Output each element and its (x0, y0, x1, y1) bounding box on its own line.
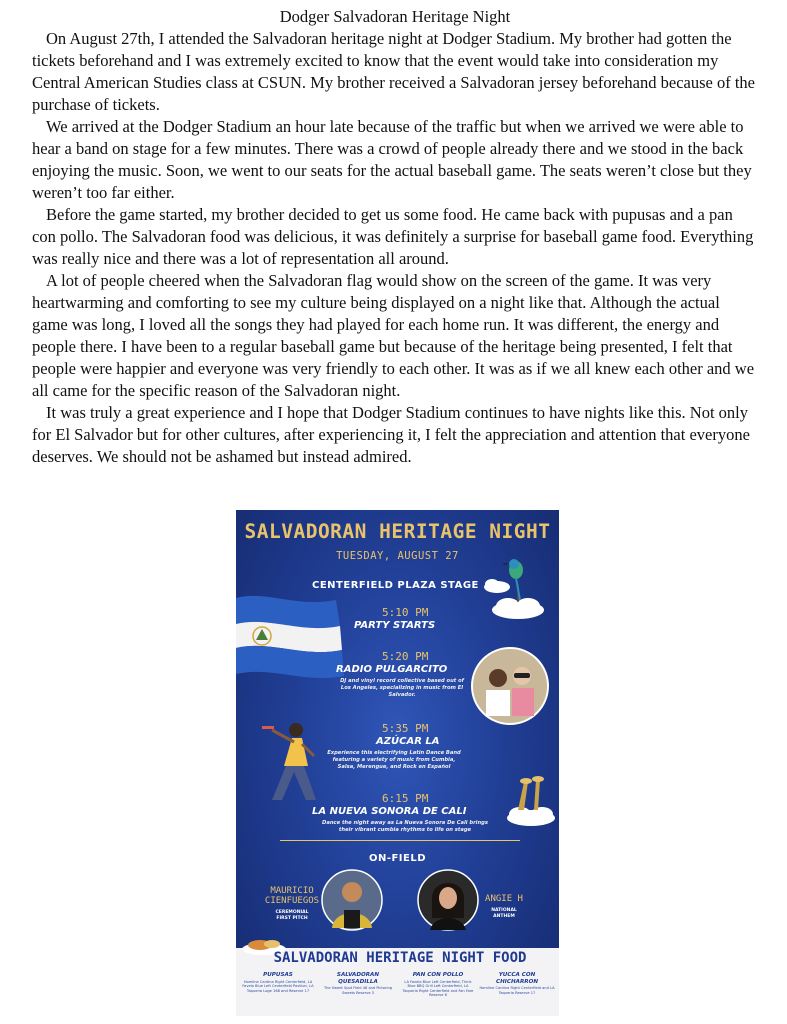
person-1-role: CEREMONIAL FIRST PITCH (275, 910, 309, 921)
time-1: 5:10 PM (382, 606, 429, 619)
paragraph-5: It was truly a great experience and I hope that Dodger Stadium continues to have nights like this. Not only for El Salvador but for other cultures, after experiencing it, I felt the appreciation and attention that everyone deserves. We should not be ashamed but instead admired. (32, 403, 750, 466)
act-2: RADIO PULGARCITO (336, 664, 448, 675)
desc-3: Experience this electrifying Latin Dance Band featuring a variety of music from Cumbia, Salsa, Merengue, and Rock en Español (327, 750, 461, 770)
paragraph-1: On August 27th, I attended the Salvadoran heritage night at Dodger Stadium. My brother had gotten the tickets beforehand and I was extremely excited to know that the event would take into consideration my Central American Studies class at CSUN. My brother received a Salvadoran jersey beforehand because of the purchase of tickets. (32, 29, 756, 114)
singer-photo (416, 868, 480, 932)
salvadoran-flag-icon (236, 590, 346, 690)
desc-2: DJ and vinyl record collective based out of Los Angeles, specializing in music from El Salvador. (340, 678, 464, 698)
time-4: 6:15 PM (382, 792, 429, 805)
act-1: PARTY STARTS (354, 620, 436, 631)
paragraph-3: Before the game started, my brother decided to get us some food. He came back with pupusas and a pan con pollo. The Salvadoran food was delicious, it was definitely a surprise for baseball game food. Everything was really nice and there was a lot of representation all around. (32, 205, 754, 268)
food-item: PAN CON POLLO LA Favela Blue Left Centerfield, Think Blue BBQ Grill Left Centerfield, LA Taqueria Right Centerfield and Fan Fare Reserve 6 (402, 972, 474, 997)
section-divider (280, 840, 520, 841)
act-3: AZÚCAR LA (376, 736, 440, 747)
paragraph-2: We arrived at the Dodger Stadium an hour late because of the traffic but when we arrived we were able to hear a band on stage for a few minutes. There was a crowd of people already there and we stood in the back enjoying the music. Soon, we went to our seats for the actual baseball game. The seats weren’t close but they weren’t too far either. (32, 117, 752, 202)
food-item: SALVADORAN QUESADILLA The Sweet Spot Field 48 and Pictoring Sweets Reserve 3 (323, 972, 393, 995)
person-2-role: NATIONAL ANTHEM (491, 908, 517, 919)
cloud-icon (482, 574, 512, 594)
food-item: PUPUSAS Homline Cantina Right Centerfield, LA Favela Blue Left Centerfield Pavilion, LA Taqueria Loge 168 and Reserve 17 (242, 972, 314, 993)
poster-title: SALVADORAN HERITAGE NIGHT (244, 520, 551, 543)
essay (32, 6, 758, 468)
event-poster (236, 510, 559, 1016)
paragraph-4: A lot of people cheered when the Salvadoran flag would show on the screen of the game. It was very heartwarming and comforting to see my culture being displayed on a night like that. Although the actual game was long, I loved all the songs they had played for each home run. It was different, the energy and people there. I have been to a regular baseball game but because of the heritage being presented, I felt that people were happier and everyone was very friendly to each other. It was as if we all knew each other and we all came for the specific reason of the Salvadoran night. (32, 271, 755, 400)
poster-date: TUESDAY, AUGUST 27 (336, 550, 459, 562)
act-4: LA NUEVA SONORA DE CALI (312, 806, 467, 817)
trumpets-cloud-icon (504, 772, 558, 828)
food-title: SALVADORAN HERITAGE NIGHT FOOD (273, 950, 527, 966)
person-1-name: MAURICIO CIENFUEGOS (264, 886, 320, 906)
dancer-icon (254, 716, 334, 806)
pitcher-photo (320, 868, 384, 932)
person-2-name: ANGIE H (485, 894, 523, 904)
food-item: YUCCA CON CHICHARRON Homline Cantina Right Centerfield and LA Taqueria Reserve 17 (479, 972, 555, 995)
time-2: 5:20 PM (382, 650, 429, 663)
dj-photo (470, 646, 550, 726)
desc-4: Dance the night away as La Nueva Sonora De Cali brings their vibrant cumbia rhythms to life on stage (322, 820, 488, 833)
onfield-label: ON-FIELD (368, 853, 427, 864)
essay-title: Dodger Salvadoran Heritage Night (279, 7, 511, 26)
time-3: 5:35 PM (382, 722, 429, 735)
stage-label: CENTERFIELD PLAZA STAGE (312, 580, 479, 591)
